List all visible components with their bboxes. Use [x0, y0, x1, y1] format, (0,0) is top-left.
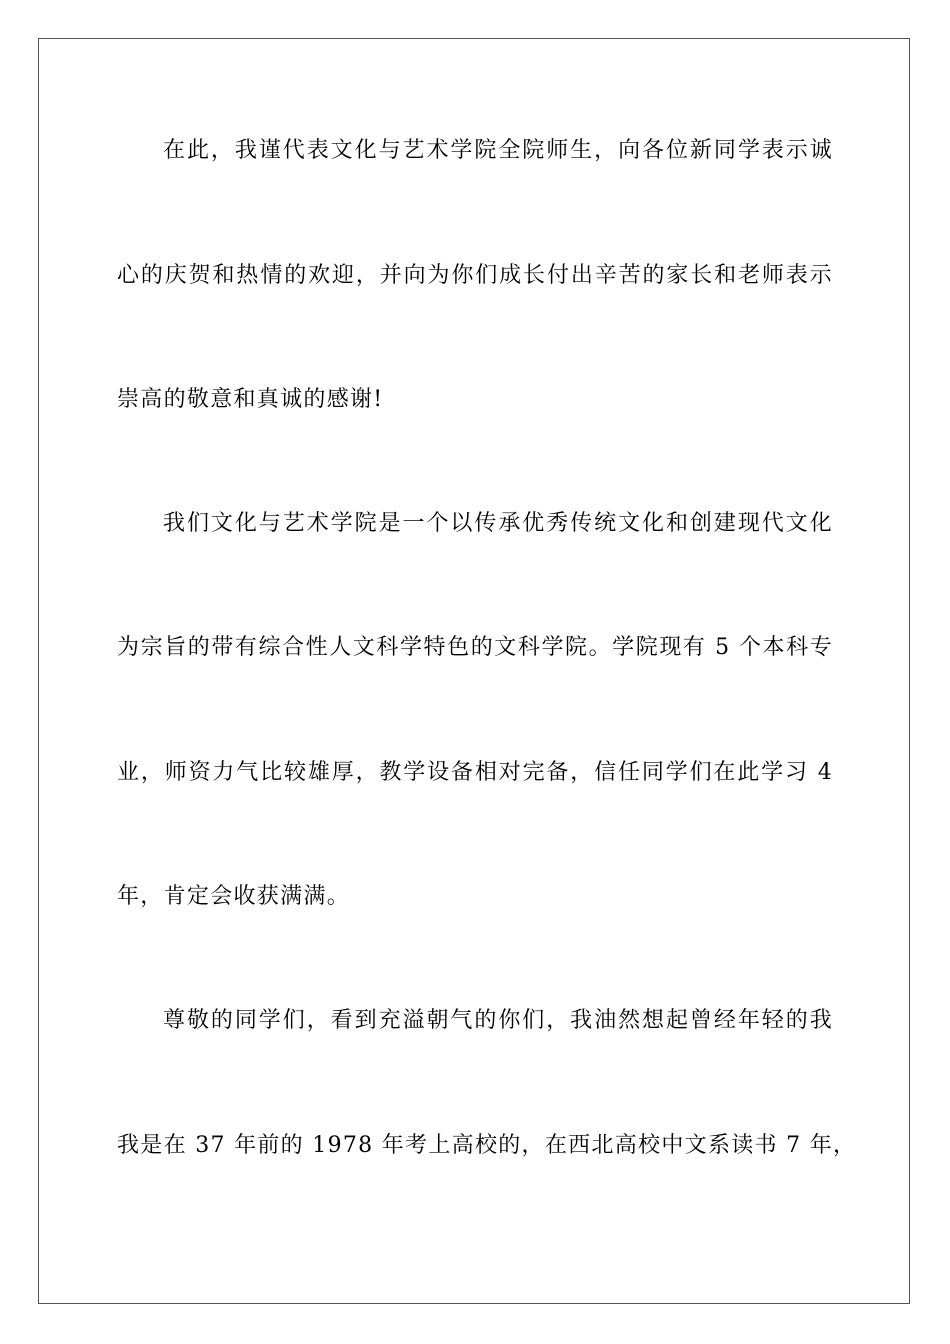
paragraph-2-line-4: 年，肯定会收获满满。	[117, 884, 351, 909]
paragraph-4-line-1: 我是在 37 年前的 1978 年考上高校的，在西北高校中文系读书 7 年，	[117, 1133, 857, 1158]
paragraph-2-line-1: 我们文化与艺术学院是一个以传承优秀传统文化和创建现代文化	[163, 511, 833, 536]
page-frame	[38, 38, 910, 1304]
paragraph-3-line-1: 尊敬的同学们，看到充溢朝气的你们，我油然想起曾经年轻的我	[163, 1008, 833, 1033]
paragraph-2-line-2: 为宗旨的带有综合性人文科学特色的文科学院。学院现有 5 个本科专	[117, 635, 833, 660]
paragraph-2-line-3: 业，师资力气比较雄厚，教学设备相对完备，信任同学们在此学习 4	[117, 760, 833, 785]
paragraph-1-line-1: 在此，我谨代表文化与艺术学院全院师生，向各位新同学表示诚	[163, 138, 833, 163]
paragraph-1-line-3: 崇高的敬意和真诚的感谢!	[117, 387, 384, 412]
paragraph-1-line-2: 心的庆贺和热情的欢迎，并向为你们成长付出辛苦的家长和老师表示	[117, 263, 833, 288]
